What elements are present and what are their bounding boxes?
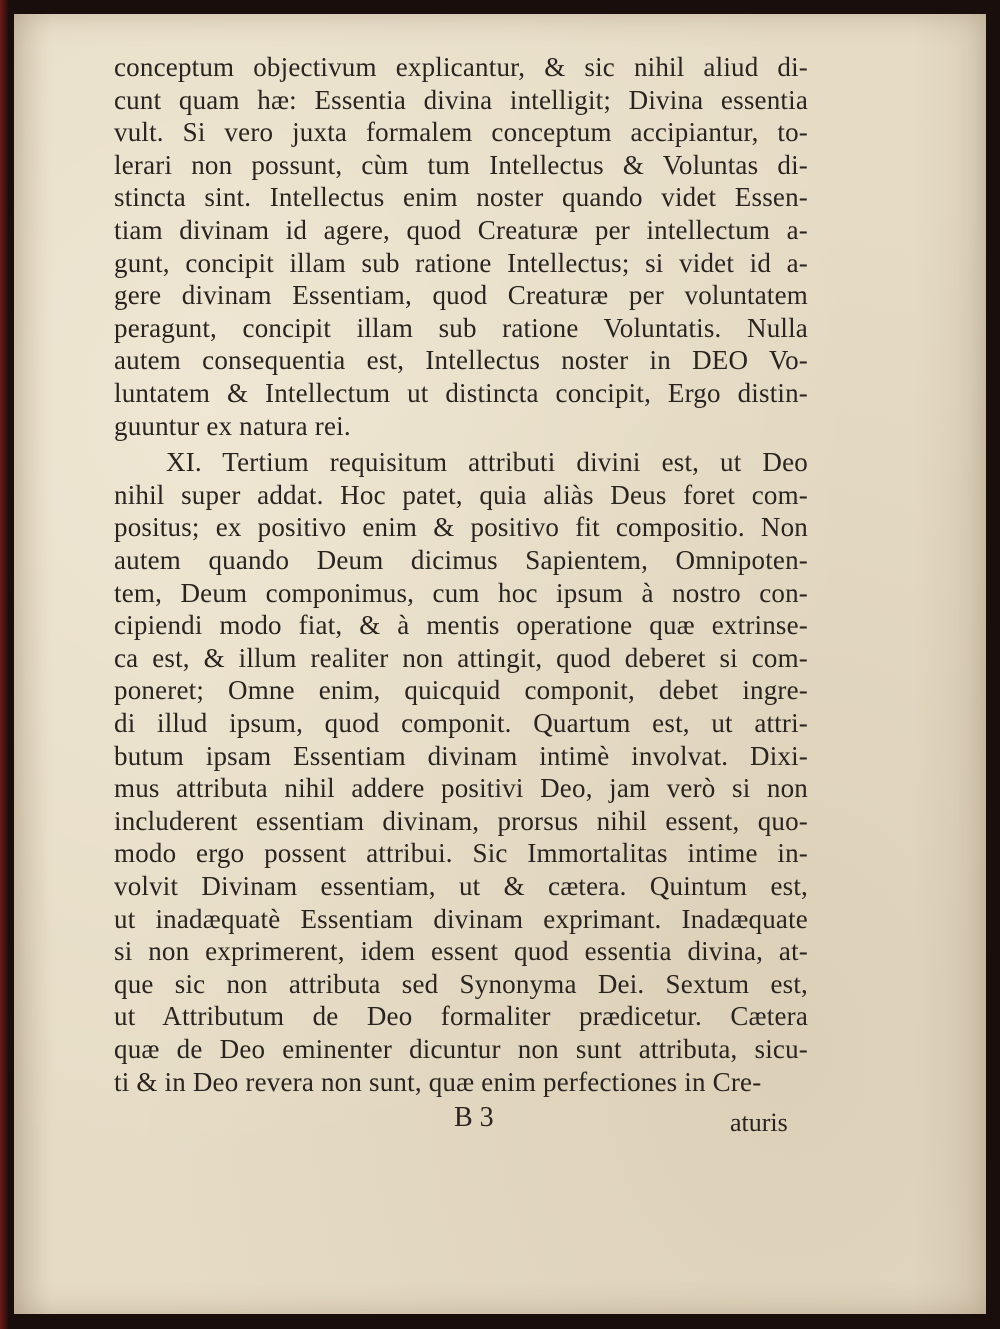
- text-line: gere divinam Essentiam, quod Creaturæ per voluntatem: [114, 280, 808, 311]
- text-line: conceptum objectivum explicantur, & sic nihil aliud di-: [114, 52, 808, 82]
- text-line: ut inadæquatè Essentiam divinam exprimant. Inadæquate: [114, 903, 808, 934]
- text-line: stincta sint. Intellectus enim noster quando videt Essen-: [114, 182, 808, 213]
- text-line: quæ de Deo eminenter dicuntur non sunt attributa, sicu-: [114, 1034, 808, 1064]
- text-line: includerent essentiam divinam, prorsus nihil essent, quo-: [114, 805, 808, 836]
- text-line: modo ergo possent attribui. Sic Immortalitas intime in-: [114, 838, 808, 869]
- text-line: positus; ex positivo enim & positivo fit compositio. Non: [114, 512, 808, 543]
- text-line: XI. Tertium requisitum attributi divini est, ut Deo: [166, 447, 808, 478]
- text-line: luntatem & Intellectum ut distincta concipit, Ergo distin-: [114, 378, 808, 408]
- text-line: volvit Divinam essentiam, ut & cætera. Quintum est,: [114, 871, 808, 901]
- text-line: mus attributa nihil addere positivi Deo, jam verò si non: [114, 773, 808, 804]
- text-line: autem quando Deum dicimus Sapientem, Omnipoten-: [114, 545, 808, 575]
- text-line: autem consequentia est, Intellectus noster in DEO Vo-: [114, 345, 808, 376]
- book-page: [14, 14, 986, 1314]
- text-line: cunt quam hæ: Essentia divina intelligit; Divina essentia: [114, 84, 808, 115]
- text-line: que sic non attributa sed Synonyma Dei. Sextum est,: [114, 968, 808, 999]
- text-line: ca est, & illum realiter non attingit, quod deberet si com-: [114, 642, 808, 673]
- text-line: si non exprimerent, idem essent quod essentia divina, at-: [114, 936, 808, 967]
- text-line: ti & in Deo revera non sunt, quæ enim perfectiones in Cre-: [114, 1066, 762, 1097]
- text-line: tem, Deum componimus, cum hoc ipsum à nostro con-: [114, 577, 808, 608]
- signature-mark: B 3: [454, 1102, 494, 1133]
- text-line: peragunt, concipit illam sub ratione Voluntatis. Nulla: [114, 312, 808, 343]
- text-line: tiam divinam id agere, quod Creaturæ per intellectum a-: [114, 215, 808, 245]
- text-line: butum ipsam Essentiam divinam intimè involvat. Dixi-: [114, 740, 808, 771]
- text-line: lerari non possunt, cùm tum Intellectus & Voluntas di-: [114, 149, 808, 180]
- text-line: ut Attributum de Deo formaliter prædicetur. Cætera: [114, 1001, 808, 1032]
- text-line: guuntur ex natura rei.: [114, 410, 351, 441]
- text-line: cipiendi modo fiat, & à mentis operatione quæ extrinse-: [114, 610, 808, 641]
- text-line: gunt, concipit illam sub ratione Intellectus; si videt id a-: [114, 247, 808, 278]
- text-line: nihil super addat. Hoc patet, quia aliàs Deus foret com-: [114, 479, 808, 510]
- text-line: di illud ipsum, quod componit. Quartum est, ut attri-: [114, 708, 808, 738]
- text-line: vult. Si vero juxta formalem conceptum accipiantur, to-: [114, 117, 808, 148]
- binding-edge: [0, 0, 8, 1329]
- catchword: aturis: [730, 1108, 788, 1137]
- text-line: poneret; Omne enim, quicquid componit, debet ingre-: [114, 675, 808, 706]
